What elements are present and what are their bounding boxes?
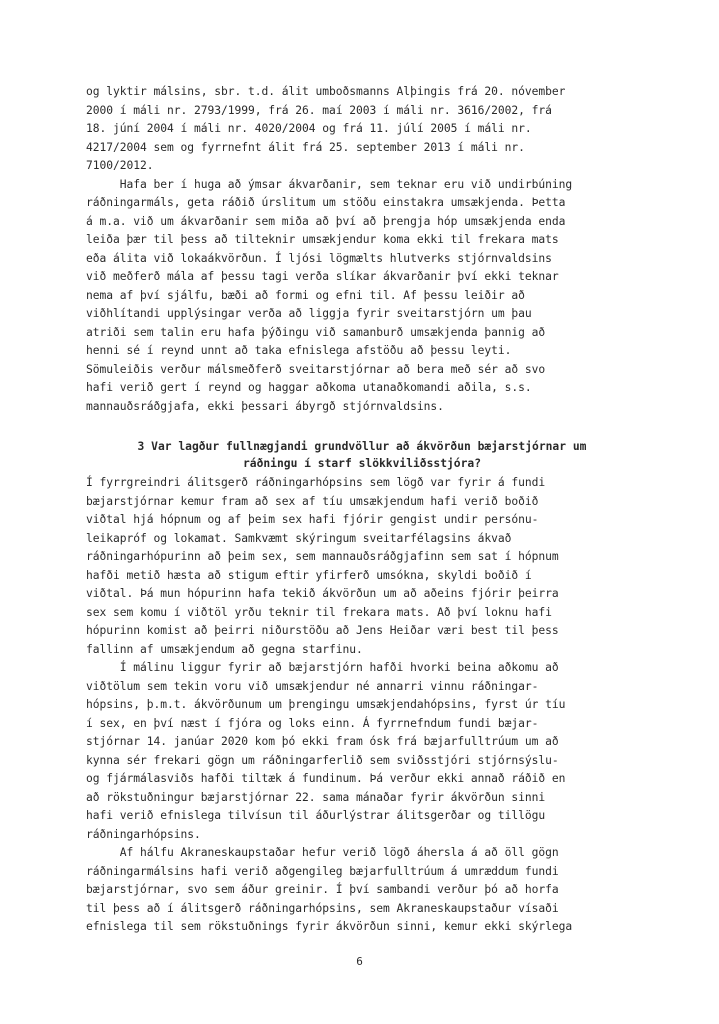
text-line: 2000 í máli nr. 2793/1999, frá 26. maí 2003 í máli nr. 3616/2002, frá [86, 103, 552, 117]
text-line: viðtölum sem tekin voru við umsækjendur né annarri vinnu ráðningar- [86, 679, 539, 693]
text-line: eða álita við lokaákvörðun. Í ljósi lögmælts hlutverks stjórnvaldsins [86, 251, 552, 265]
text-line: efnislega til sem rökstuðnings fyrir ákvörðun sinni, kemur ekki skýrlega [86, 920, 573, 933]
text-line: henni sé í reynd unnt að taka efnislega afstöðu að þessu leyti. [86, 344, 512, 357]
text-line: viðtal. Þá mun hópurinn hafa tekið ákvörðun um að aðeins fjórir þeirra [86, 587, 559, 600]
text-line: fallinn af umsækjendum að gegna starfinu. [86, 642, 363, 656]
text-line: við meðferð mála af þessu tagi verða slíkar ákvarðanir því ekki teknar [86, 270, 559, 283]
text-line: stjórnar 14. janúar 2020 kom þó ekki fram ósk frá bæjarfulltrúum um að [86, 735, 559, 748]
section-heading-line-2: ráðningu í starf slökkviliðsstjóra? [242, 457, 482, 470]
text-line: Sömuleiðis verður málsmeðferð sveitarstjórnar að bera með sér að svo [86, 362, 546, 376]
text-line: að rökstuðningur bæjarstjórnar 22. sama mánaðar fyrir ákvörðun sinni [86, 790, 546, 804]
text-line: viðhlítandi upplýsingar verða að liggja fyrir sveitarstjórn um þau [86, 307, 532, 320]
text-line: kynna sér frekari gögn um ráðningarferlið sem sviðsstjóri stjórnsýslu- [86, 753, 559, 767]
text-line: atriði sem talin eru hafa þýðingu við samanburð umsækjenda þannig að [86, 325, 546, 339]
text-line: Hafa ber í huga að ýmsar ákvarðanir, sem teknar eru við undirbúning [86, 177, 573, 191]
text-line: á m.a. við um ákvarðanir sem miða að því að þrengja hóp umsækjenda enda [86, 214, 566, 228]
text-line: hafi verið efnislega tilvísun til áðurlýstrar álitsgerðar og tillögu [86, 809, 546, 822]
text-line: 4217/2004 sem og fyrrnefnt álit frá 25. september 2013 í máli nr. [86, 140, 525, 154]
text-line: og lyktir málsins, sbr. t.d. álit umboðsmanns Alþingis frá 20. nóvember [86, 85, 566, 98]
text-line: bæjarstjórnar, svo sem áður greinir. Í því sambandi verður þó að horfa [86, 883, 559, 896]
text-line: og fjármálasviðs hafði tiltæk á fundinum. Þá verður ekki annað ráðið en [86, 772, 566, 785]
text-line: ráðningarmálsins hafi verið aðgengileg bæjarfulltrúum á umræddum fundi [86, 864, 559, 878]
text-line: Af hálfu Akraneskaupstaðar hefur verið lögð áhersla á að öll gögn [86, 846, 559, 859]
section-heading-line-1: 3 Var lagður fullnægjandi grundvöllur að ákvörðun bæjarstjórnar um [137, 440, 587, 453]
text-line: bæjarstjórnar kemur fram að sex af tíu umsækjendum hafi verið boðið [86, 494, 539, 508]
text-line: í sex, en því næst í fjóra og loks einn. Á fyrrnefndum fundi bæjar- [86, 716, 539, 730]
section-heading [86, 438, 638, 472]
text-line: mannauðsráðgjafa, ekki þessari ábyrgð stjórnvaldsins. [86, 399, 444, 413]
text-line: hópurinn komist að þeirri niðurstöðu að Jens Heiðar væri best til þess [86, 624, 559, 637]
text-line: 18. júní 2004 í máli nr. 4020/2004 og frá 11. júlí 2005 í máli nr. [86, 122, 532, 135]
text-line: hafi verið gert í reynd og haggar aðkoma utanaðkomandi aðila, s.s. [86, 381, 532, 394]
text-line: Í málinu liggur fyrir að bæjarstjórn hafði hvorki beina aðkomu að [86, 661, 559, 674]
document-page [86, 83, 638, 937]
text-line: leiða þær til þess að tilteknir umsækjendur koma ekki til frekara mats [86, 233, 559, 246]
text-line: til þess að í álitsgerð ráðningarhópsins, sem Akraneskaupstaður vísaði [86, 901, 559, 915]
body-text-top [86, 83, 638, 416]
text-line: ráðningarhópsins. [86, 827, 201, 841]
text-line: ráðningarhópurinn að þeim sex, sem mannauðsráðgjafinn sem sat í hópnum [86, 550, 559, 563]
page-number: 6 [356, 955, 363, 968]
text-line: 7100/2012. [86, 159, 154, 172]
text-line: nema af því sjálfu, bæði að formi og efni til. Af þessu leiðir að [86, 288, 525, 302]
text-line: leikapróf og lokamat. Samkvæmt skýringum sveitarfélagsins ákvað [86, 531, 512, 545]
text-line: sex sem komu í viðtöl yrðu teknir til frekara mats. Að því loknu hafi [86, 605, 552, 619]
text-line: hópsins, þ.m.t. ákvörðunum um þrengingu umsækjendahópsins, fyrst úr tíu [86, 698, 566, 711]
text-line: viðtal hjá hópnum og af þeim sex hafi fjórir gengist undir persónu- [86, 513, 539, 526]
text-line: Í fyrrgreindri álitsgerð ráðningarhópsins sem lögð var fyrir á fundi [86, 476, 546, 489]
body-text-bottom [86, 474, 638, 937]
text-line: ráðningarmáls, geta ráðið úrslitum um stöðu einstakra umsækjenda. Þetta [86, 196, 566, 209]
text-line: hafði metið hæsta að stigum eftir yfirferð umsókna, skyldi boðið í [86, 568, 532, 582]
